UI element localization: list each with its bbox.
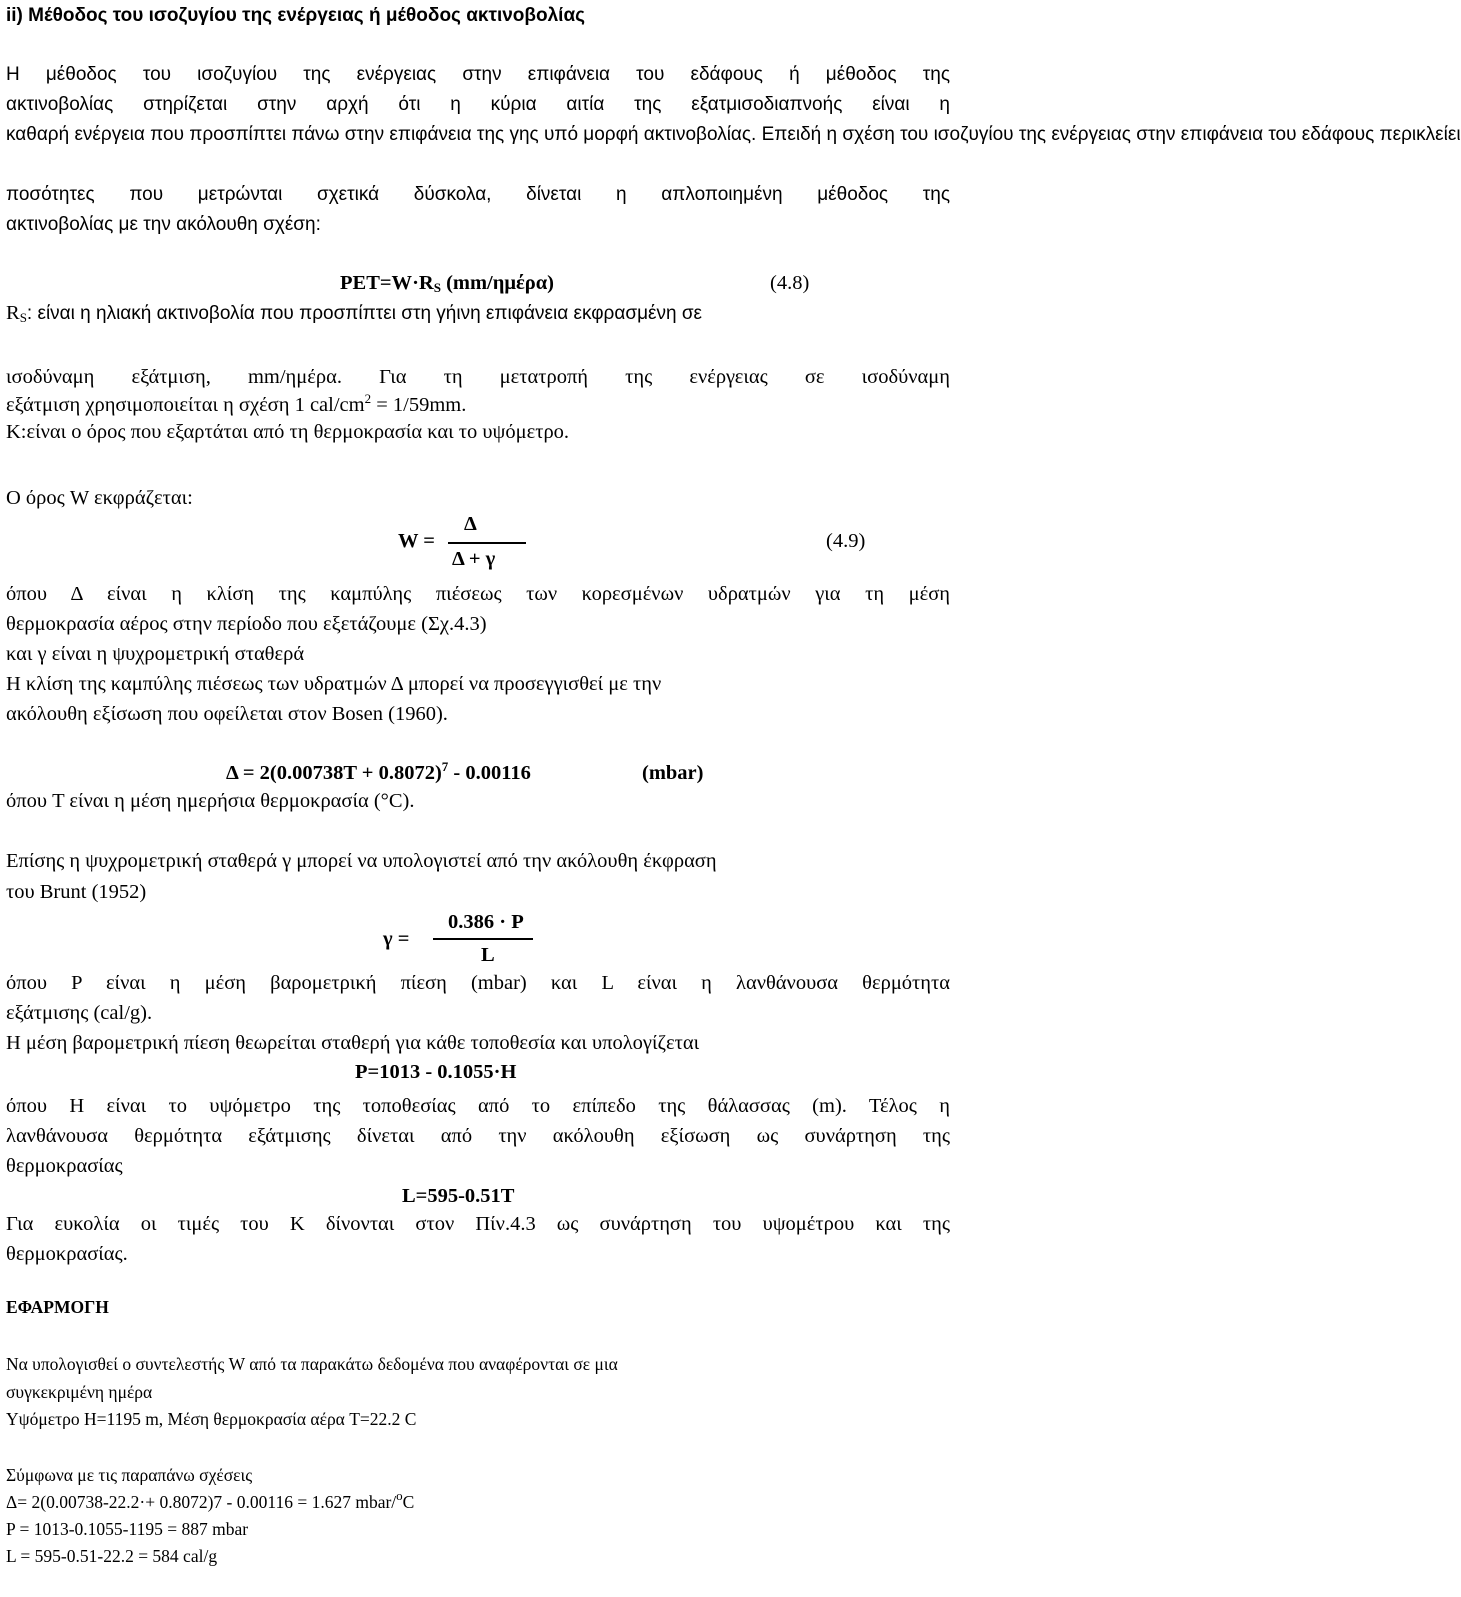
delta-def-line-1: όπου Δ είναι η κλίση της καμπύλης πιέσεως των κορεσμένων υδρατμών για τη μέση xyxy=(6,583,950,605)
equation-4-9-label: (4.9) xyxy=(826,530,866,552)
conversion-line-1: ισοδύναμη εξάτμιση, mm/ημέρα. Για τη μετατροπή της ενέργειας σε ισοδύναμη xyxy=(6,366,950,388)
application-line-1: Να υπολογισθεί ο συντελεστής W από τα παρακάτω δεδομένα που αναφέρονται σε μια xyxy=(6,1354,618,1374)
application-line-6: P = 1013-0.1055-1195 = 887 mbar xyxy=(6,1519,249,1539)
eq49-lhs: W = xyxy=(398,530,435,552)
k-note-line-1: Για ευκολία οι τιμές του K δίνονται στον Πίν.4.3 ως συνάρτηση του υψομέτρου και της xyxy=(6,1213,950,1235)
rs-definition xyxy=(6,300,950,327)
eq-delta-a: Δ = 2(0.00738T + 0.8072) xyxy=(226,762,442,784)
eq48-r: R xyxy=(418,272,434,294)
intro-line-5: ακτινοβολίας με την ακόλουθη σχέση: xyxy=(6,214,321,235)
h-def-line-3: θερμοκρασίας xyxy=(6,1155,123,1177)
equation-delta xyxy=(226,760,531,786)
gamma-def-line: και γ είναι η ψυχρομετρική σταθερά xyxy=(6,643,305,665)
eq-gamma-lhs: γ = xyxy=(383,928,410,950)
k-note-line-2: θερμοκρασίας. xyxy=(6,1243,128,1265)
rs-text: : είναι η ηλιακή ακτινοβολία που προσπίπτει στη γήινη επιφάνεια εκφρασμένη σε xyxy=(26,303,703,324)
eq49-numerator: Δ xyxy=(464,513,477,535)
conversion-line-2b: = 1/59mm. xyxy=(371,394,467,416)
application-line-5a: Δ= 2(0.00738-22.2·+ 0.8072)7 - 0.00116 = 1.627 mbar/ xyxy=(6,1492,397,1512)
gamma-intro-line-2: του Brunt (1952) xyxy=(6,881,147,903)
eq49-denominator: Δ + γ xyxy=(452,548,496,570)
delta-def-line-2: θερμοκρασία αέρος στην περίοδο που εξετάζουμε (Σχ.4.3) xyxy=(6,613,487,635)
eq-gamma-numerator: 0.386 · P xyxy=(448,911,524,933)
w-intro: Ο όρος W εκφράζεται: xyxy=(6,487,193,509)
section-heading: ii) Μέθοδος του ισοζυγίου της ενέργειας ή μέθοδος ακτινοβολίας xyxy=(6,5,586,26)
application-line-2: συγκεκριμένη ημέρα xyxy=(6,1382,153,1402)
application-sup: o xyxy=(396,1488,403,1503)
k-definition: K:είναι ο όρος που εξαρτάται από τη θερμοκρασία και το υψόμετρο. xyxy=(6,421,570,443)
p-def-line-3: Η μέση βαρομετρική πίεση θεωρείται σταθερή για κάθε τοποθεσία και υπολογίζεται xyxy=(6,1032,700,1054)
conversion-sup: 2 xyxy=(364,391,372,406)
rs-symbol: R xyxy=(6,302,20,324)
intro-line-3a: καθαρή ενέργεια που προσπίπτει πάνω στην επιφάνεια της γης υπό μορφή ακτινοβολίας. xyxy=(6,124,757,145)
application-line-3: Υψόμετρο H=1195 m, Μέση θερμοκρασία αέρα T=22.2 C xyxy=(6,1409,417,1429)
application-line-5 xyxy=(6,1489,950,1515)
eq-delta-b: - 0.00116 xyxy=(448,762,531,784)
delta-slope-line-2: ακόλουθη εξίσωση που οφείλεται στον Bosen (1960). xyxy=(6,703,448,725)
intro-line-4: ποσότητες που μετρώνται σχετικά δύσκολα, δίνεται η απλοποιημένη μέθοδος της xyxy=(6,184,950,205)
conversion-line-2 xyxy=(6,392,950,418)
application-line-4: Σύμφωνα με τις παραπάνω σχέσεις xyxy=(6,1465,253,1485)
eq49-fraction-bar xyxy=(448,542,526,544)
eq48-r-sub: S xyxy=(433,280,441,295)
p-def-line-1: όπου P είναι η μέση βαρομετρική πίεση (mbar) και L είναι η λανθάνουσα θερμότητα xyxy=(6,972,950,994)
conversion-line-2a: εξάτμιση χρησιμοποιείται η σχέση 1 cal/cm xyxy=(6,394,365,416)
delta-slope-line-1: Η κλίση της καμπύλης πιέσεως των υδρατμών Δ μπορεί να προσεγγισθεί με την xyxy=(6,673,662,695)
application-line-5b: C xyxy=(402,1492,415,1512)
equation-delta-unit: (mbar) xyxy=(642,762,704,784)
application-line-7: L = 595-0.51-22.2 = 584 cal/g xyxy=(6,1546,218,1566)
equation-p: P=1013 - 0.1055·H xyxy=(355,1061,517,1083)
gamma-intro-line-1: Επίσης η ψυχρομετρική σταθερά γ μπορεί να υπολογιστεί από την ακόλουθη έκφραση xyxy=(6,850,717,872)
eq-delta-sup: 7 xyxy=(441,759,449,774)
equation-l: L=595-0.51T xyxy=(402,1185,515,1207)
intro-line-3 xyxy=(6,122,1461,148)
h-def-line-2: λανθάνουσα θερμότητα εξάτμισης δίνεται από την ακόλουθη εξίσωση ως συνάρτηση της xyxy=(6,1125,950,1147)
eq48-lhs: PET=W xyxy=(340,272,413,294)
t-definition: όπου T είναι η μέση ημερήσια θερμοκρασία (°C). xyxy=(6,790,415,812)
eq-gamma-fraction-bar xyxy=(433,938,533,940)
intro-line-2: ακτινοβολίας στηρίζεται στην αρχή ότι η κύρια αιτία της εξατμισοδιαπνοής είναι η xyxy=(6,94,950,115)
eq-gamma-denominator: L xyxy=(481,944,495,966)
eq48-unit: (mm/ημέρα) xyxy=(446,272,555,294)
eq48-dot: · xyxy=(412,272,419,294)
p-def-line-2: εξάτμισης (cal/g). xyxy=(6,1002,153,1024)
h-def-line-1: όπου H είναι το υψόμετρο της τοποθεσίας από το επίπεδο της θάλασσας (m). Τέλος η xyxy=(6,1095,950,1117)
equation-4-8 xyxy=(340,270,554,296)
application-heading: ΕΦΑΡΜΟΓΗ xyxy=(6,1297,109,1317)
equation-4-8-label: (4.8) xyxy=(770,272,810,294)
intro-line-1: Η μέθοδος του ισοζυγίου της ενέργειας στην επιφάνεια του εδάφους ή μέθοδος της xyxy=(6,64,950,85)
intro-line-3b: Επειδή η σχέση του ισοζυγίου της ενέργειας στην επιφάνεια του εδάφους περικλείει xyxy=(761,124,1461,145)
rs-sub: S xyxy=(19,310,27,325)
